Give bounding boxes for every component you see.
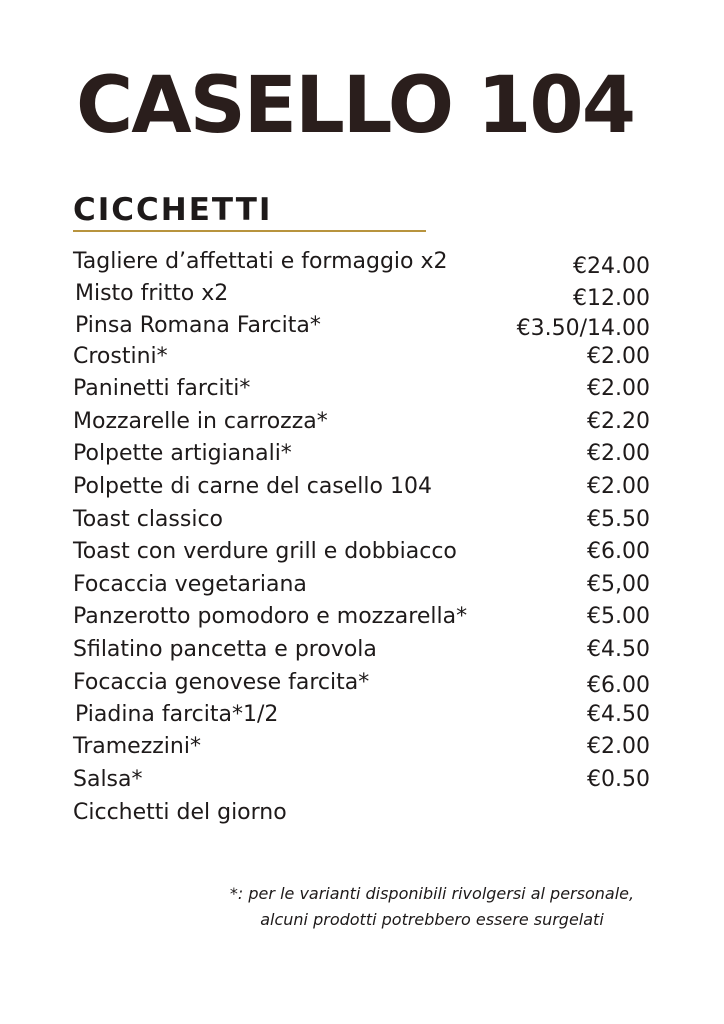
menu-item-price: €6.00	[587, 539, 650, 564]
menu-item-name: Panzerotto pomodoro e mozzarella*	[73, 604, 468, 629]
footnote-line-1: *: per le varianti disponibili rivolgersi al personale,	[229, 884, 635, 903]
menu-item-price: €4.50	[587, 637, 650, 662]
menu-item-name: Cicchetti del giorno	[73, 800, 287, 825]
menu-item-name: Toast con verdure grill e dobbiacco	[73, 539, 457, 564]
menu-item-price: €6.00	[587, 673, 650, 698]
menu-item-name: Misto fritto x2	[75, 281, 229, 306]
footnote-line-2: alcuni prodotti potrebbero essere surgelati	[260, 910, 604, 929]
footnote	[190, 881, 674, 933]
menu-item-name: Polpette di carne del casello 104	[73, 474, 432, 499]
section-title: CICCHETTI	[73, 192, 273, 228]
menu-item-name: Mozzarelle in carrozza*	[73, 409, 328, 434]
menu-item-price: €2.00	[587, 344, 650, 369]
menu-item-price: €0.50	[587, 767, 650, 792]
menu-item-price: €5.50	[587, 507, 650, 532]
menu-item-name: Focaccia vegetariana	[73, 572, 307, 597]
menu-item-name: Tagliere d’affettati e formaggio x2	[73, 249, 448, 274]
restaurant-name: CASELLO 104	[76, 61, 634, 151]
menu-item-name: Polpette artigianali*	[73, 441, 292, 466]
menu-item-name: Tramezzini*	[73, 734, 201, 759]
menu-item-price: €24.00	[573, 254, 650, 279]
menu-item-name: Focaccia genovese farcita*	[73, 670, 370, 695]
menu-item-price: €2.00	[587, 376, 650, 401]
menu-item-price: €3.50/14.00	[516, 316, 650, 341]
menu-item-name: Paninetti farciti*	[73, 376, 251, 401]
menu-item-name: Pinsa Romana Farcita*	[75, 313, 321, 338]
menu-item-price: €2.20	[587, 409, 650, 434]
menu-item-price: €5.00	[587, 604, 650, 629]
menu-item-price: €5,00	[587, 572, 650, 597]
menu-item-name: Salsa*	[73, 767, 143, 792]
menu-item-price: €12.00	[573, 286, 650, 311]
menu-item-name: Crostini*	[73, 344, 168, 369]
menu-item-name: Sfilatino pancetta e provola	[73, 637, 377, 662]
menu-item-price: €4.50	[587, 702, 650, 727]
menu-item-price: €2.00	[587, 441, 650, 466]
menu-item-price: €2.00	[587, 474, 650, 499]
menu-item-name: Piadina farcita*1/2	[75, 702, 279, 727]
menu-item-name: Toast classico	[73, 507, 224, 532]
menu-item-price: €2.00	[587, 734, 650, 759]
